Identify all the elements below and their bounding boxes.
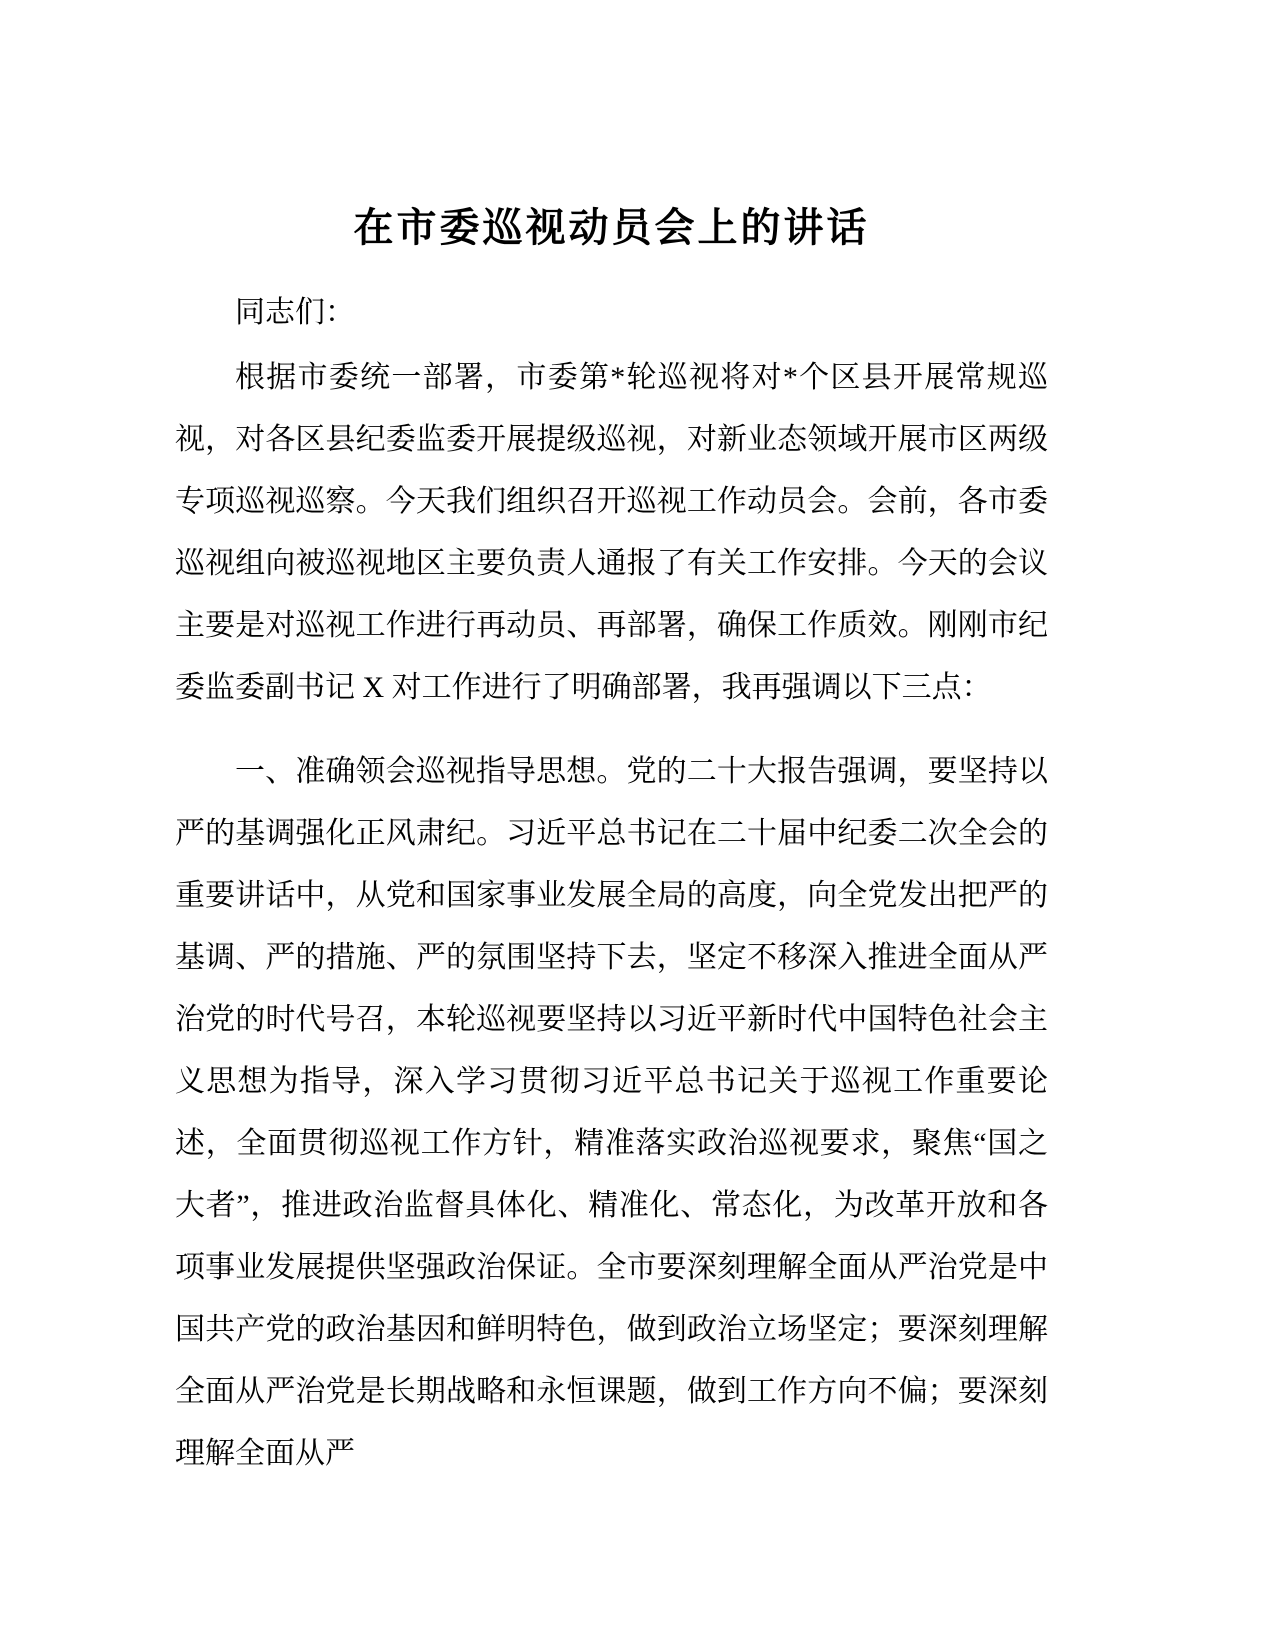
paragraph-point-one: 一、准确领会巡视指导思想。党的二十大报告强调，要坚持以严的基调强化正风肃纪。习近平总书记在二十届中纪委二次全会的重要讲话中，从党和国家事业发展全局的高度，向全党发出把严的基调、严的措施、严的氛围坚持下去，坚定不移深入推进全面从严治党的时代号召，本轮巡视要坚持以习近平新时代中国特色社会主义思想为指导，深入学习贯彻习近平总书记关于巡视工作重要论述，全面贯彻巡视工作方针，精准落实政治巡视要求，聚焦“国之大者”，推进政治监督具体化、精准化、常态化，为改革开放和各项事业发展提供坚强政治保证。全市要深刻理解全面从严治党是中国共产党的政治基因和鲜明特色，做到政治立场坚定；要深刻理解全面从严治党是长期战略和永恒课题，做到工作方向不偏；要深刻理解全面从严 (175, 755, 1048, 1470)
document-title: 在市委巡视动员会上的讲话 (353, 205, 870, 250)
paragraph-intro: 根据市委统一部署，市委第*轮巡视将对*个区县开展常规巡视，对各区县纪委监委开展提级巡视，对新业态领域开展市区两级专项巡视巡察。今天我们组织召开巡视工作动员会。会前，各市委巡视组向被巡视地区主要负责人通报了有关工作安排。今天的会议主要是对巡视工作进行再动员、再部署，确保工作质效。刚刚市纪委监委副书记 X 对工作进行了明确部署，我再强调以下三点： (175, 361, 1048, 704)
paragraph-greeting: 同志们： (235, 296, 355, 329)
document-body (175, 282, 1048, 1485)
